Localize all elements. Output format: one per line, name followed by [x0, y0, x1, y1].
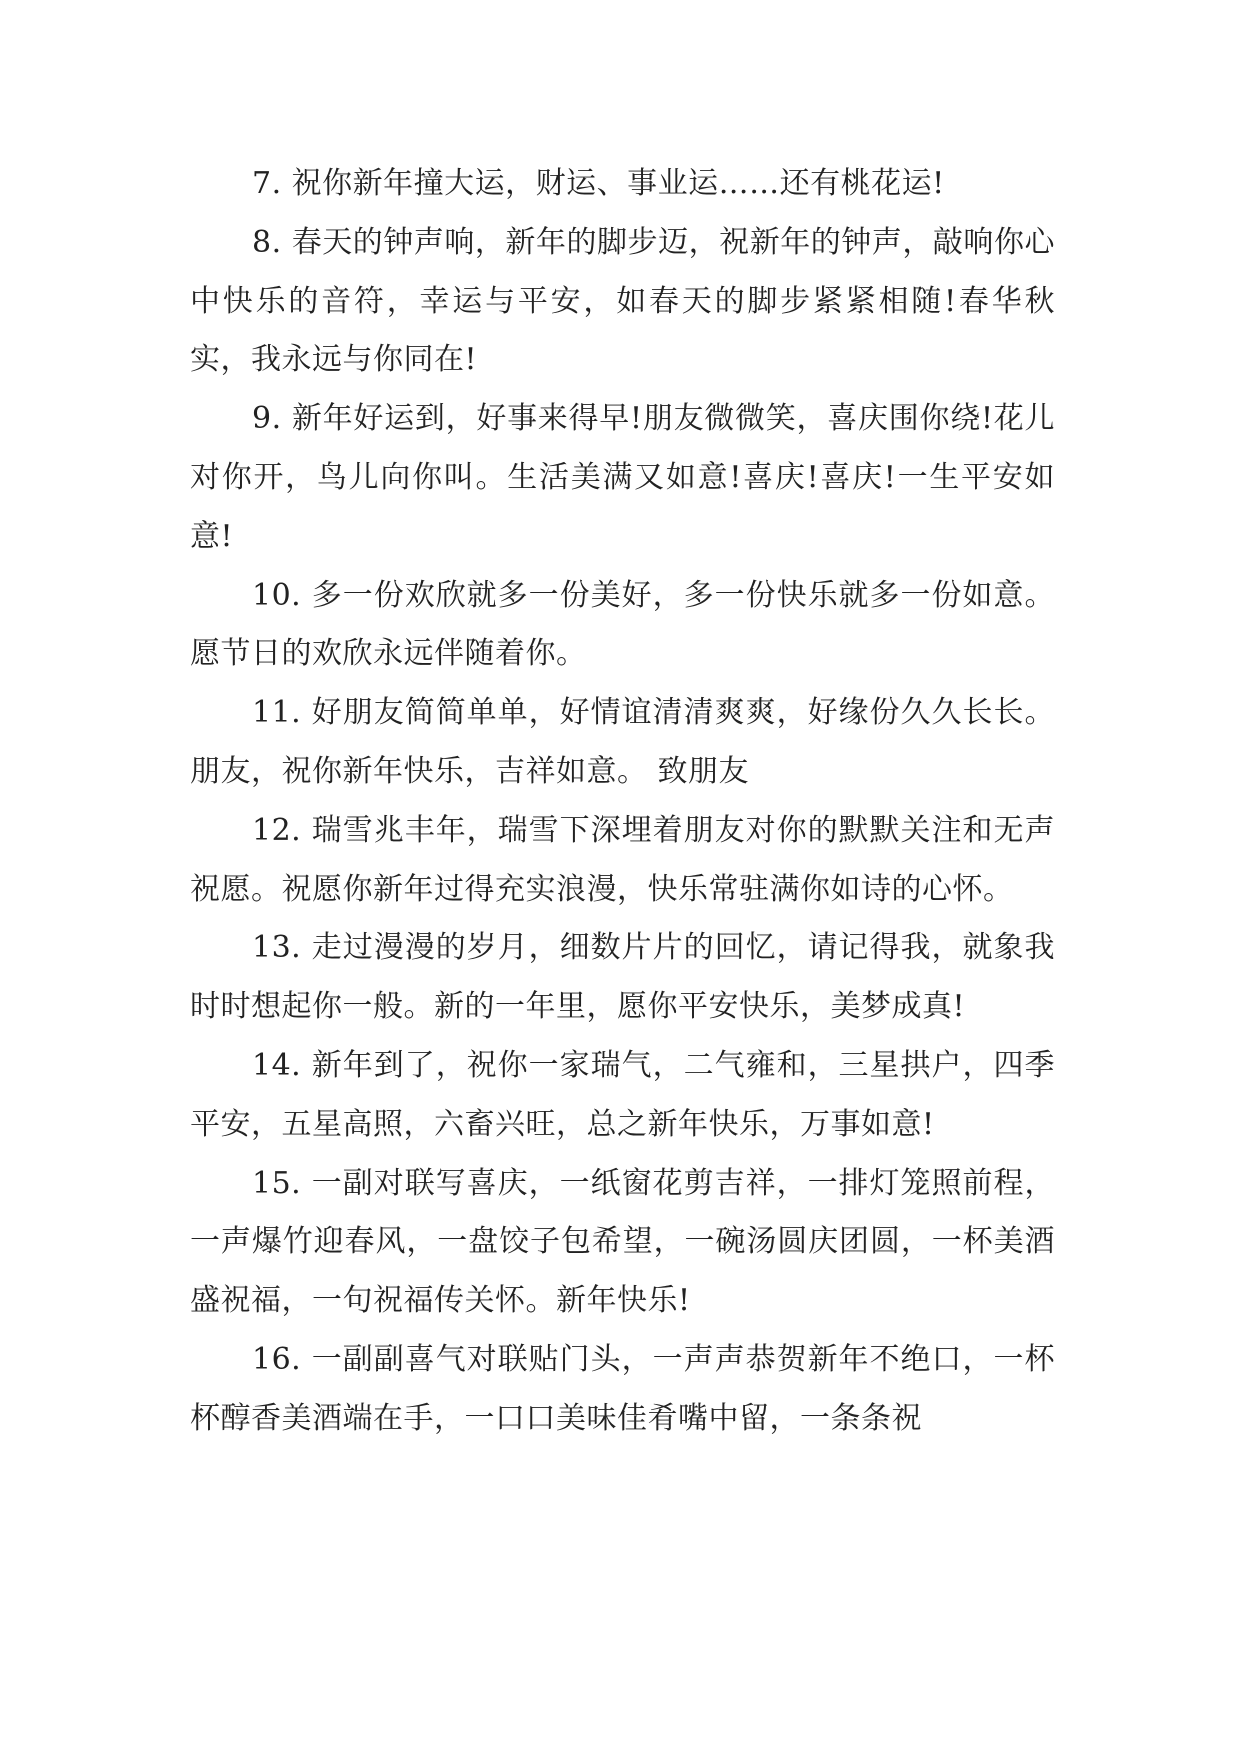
paragraph-11: 11. 好朋友简简单单，好情谊清清爽爽，好缘份久久长长。朋友，祝你新年快乐，吉祥如意。 致朋友 — [190, 695, 1055, 789]
paragraph-13: 13. 走过漫漫的岁月，细数片片的回忆，请记得我，就象我时时想起你一般。新的一年里，愿你平安快乐，美梦成真! — [190, 930, 1055, 1025]
paragraph-16: 16. 一副副喜气对联贴门头，一声声恭贺新年不绝口，一杯杯醇香美酒端在手，一口口美味佳肴嘴中留，一条条祝 — [190, 1341, 1055, 1436]
paragraph-14: 14. 新年到了，祝你一家瑞气，二气雍和，三星拱户，四季平安，五星高照，六畜兴旺，总之新年快乐，万事如意! — [190, 1047, 1055, 1142]
paragraph-12: 12. 瑞雪兆丰年，瑞雪下深埋着朋友对你的默默关注和无声祝愿。祝愿你新年过得充实浪漫，快乐常驻满你如诗的心怀。 — [190, 812, 1055, 907]
paragraph-15: 15. 一副对联写喜庆，一纸窗花剪吉祥，一排灯笼照前程，一声爆竹迎春风，一盘饺子包希望，一碗汤圆庆团圆，一杯美酒盛祝福，一句祝福传关怀。新年快乐! — [190, 1165, 1055, 1319]
paragraph-10: 10. 多一份欢欣就多一份美好，多一份快乐就多一份如意。愿节日的欢欣永远伴随着你。 — [190, 577, 1055, 672]
document-body — [190, 155, 1055, 1449]
paragraph-9: 9. 新年好运到，好事来得早!朋友微微笑，喜庆围你绕!花儿对你开，鸟儿向你叫。生活美满又如意!喜庆!喜庆!一生平安如意! — [190, 401, 1055, 554]
paragraph-8: 8. 春天的钟声响，新年的脚步迈，祝新年的钟声，敲响你心中快乐的音符，幸运与平安，如春天的脚步紧紧相随!春华秋实，我永远与你同在! — [190, 224, 1055, 378]
paragraph-7: 7. 祝你新年撞大运，财运、事业运……还有桃花运! — [252, 166, 945, 201]
